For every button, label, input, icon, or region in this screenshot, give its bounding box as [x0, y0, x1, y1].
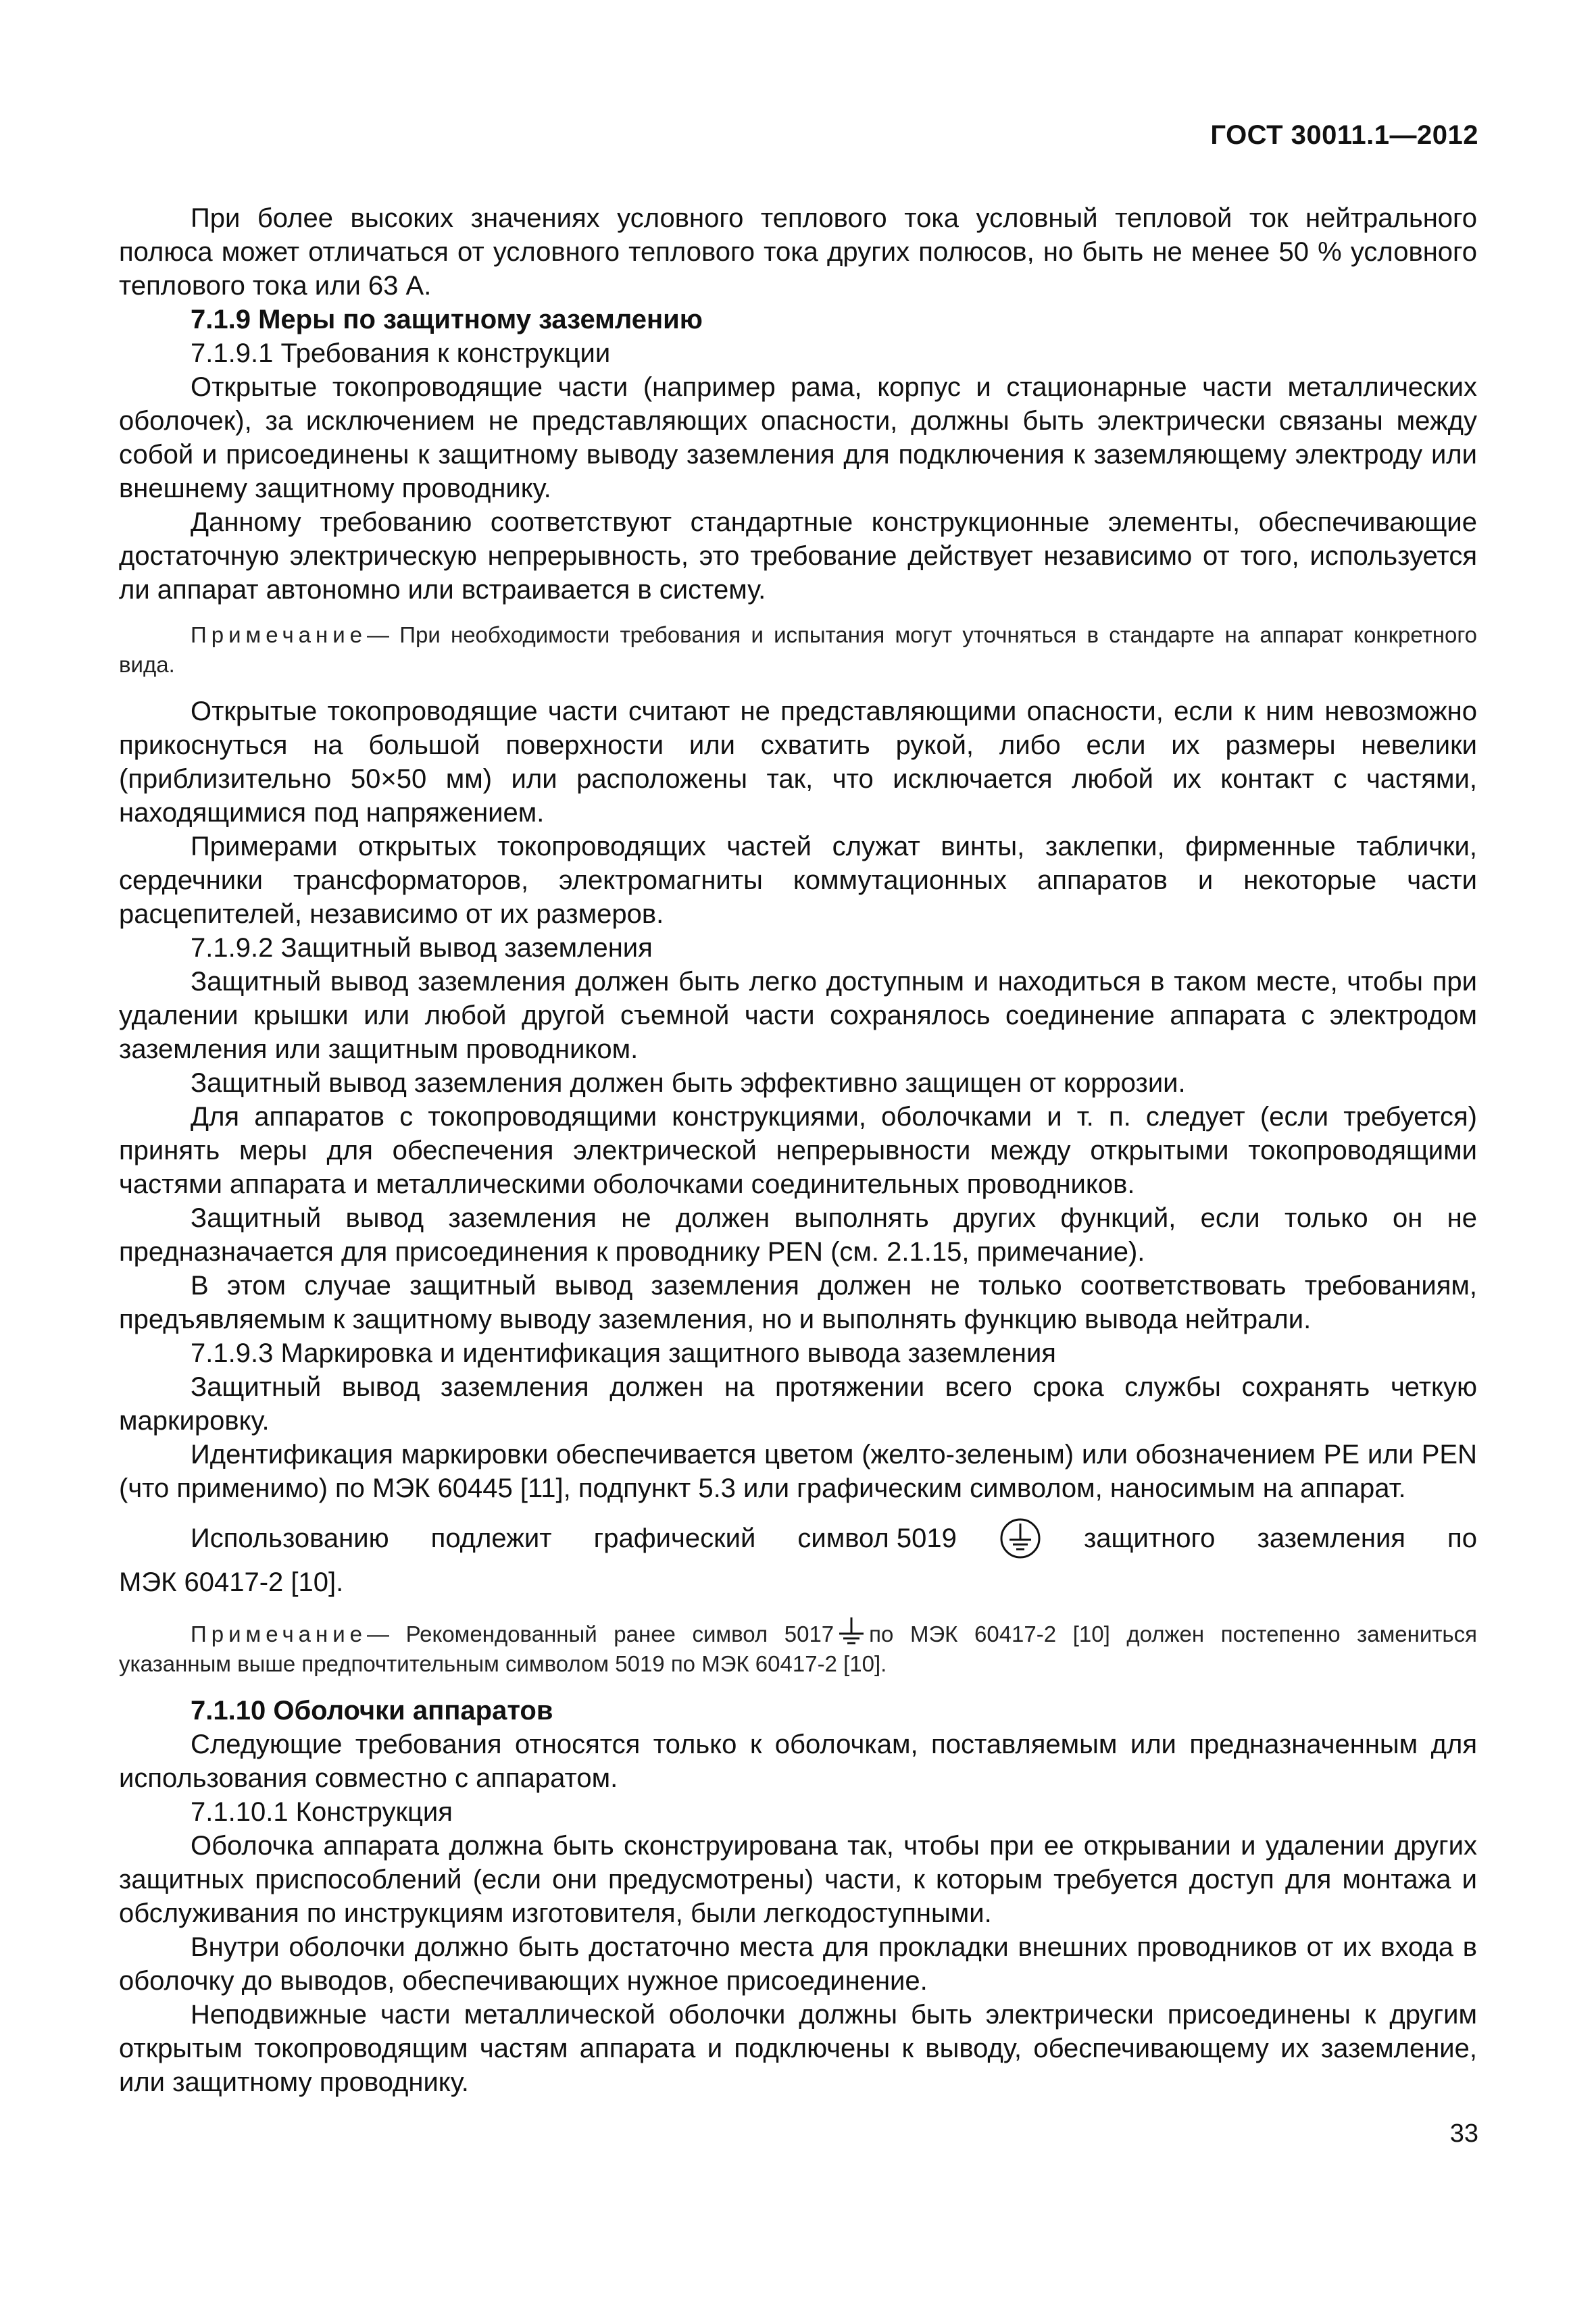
note	[119, 620, 1477, 680]
paragraph: Для аппаратов с токопроводящими конструкциями, оболочками и т. п. следует (если требуется) принять меры для обеспечения электрической непрерывности между открытыми токопроводящими частями аппарата и металлическими оболочками соединительных проводников.	[119, 1102, 1477, 1199]
subsection-heading: 7.1.9.1 Требования к конструкции	[191, 338, 611, 368]
paragraph: Защитный вывод заземления не должен выполнять других функций, если только он не предназначается для присоединения к проводнику PEN (см. 2.1.15, примечание).	[119, 1203, 1477, 1267]
paragraph: Примерами открытых токопроводящих частей служат винты, заклепки, фирменные таблички, сердечники трансформаторов, электромагниты коммутационных аппаратов и некоторые части расцепителей, независимо от их размеров.	[119, 832, 1477, 929]
note-text: — При необходимости требования и испытания могут уточняться в стандарте на аппарат конкретного вида.	[119, 622, 1477, 677]
paragraph: Защитный вывод заземления должен быть эффективно защищен от коррозии.	[191, 1068, 1186, 1098]
page-number: 33	[1449, 2119, 1478, 2148]
page-header: ГОСТ 30011.1—2012	[1210, 120, 1478, 150]
symbol-text: защитного	[1083, 1524, 1216, 1553]
subsection-heading: 7.1.9.3 Маркировка и идентификация защитного вывода заземления	[191, 1338, 1056, 1368]
note-text: — Рекомендованный ранее символ 5017	[367, 1621, 834, 1646]
symbol-text: по	[1447, 1524, 1477, 1553]
earth-ground-icon	[838, 1616, 865, 1646]
paragraph: Внутри оболочки должно быть достаточно места для прокладки внешних проводников от их входа в оболочку до выводов, обеспечивающих нужное присоединение.	[119, 1932, 1477, 1996]
symbol-paragraph-continuation: МЭК 60417-2 [10].	[119, 1567, 344, 1597]
symbol-text: символ 5019	[797, 1524, 957, 1553]
paragraph: Следующие требования относятся только к оболочкам, поставляемым или предназначенным для использования совместно с аппаратом.	[119, 1730, 1477, 1793]
page-content	[119, 201, 1477, 2099]
symbol-text: подлежит	[430, 1524, 552, 1553]
paragraph: Данному требованию соответствуют стандартные конструкционные элементы, обеспечивающие достаточную электрическую непрерывность, это требование действует независимо от того, используется ли аппарат автономно или встраивается в систему.	[119, 507, 1477, 605]
symbol-text: заземления	[1257, 1524, 1405, 1553]
paragraph: Неподвижные части металлической оболочки должны быть электрически присоединены к другим открытым токопроводящим частям аппарата и подключены к выводу, обеспечивающему их заземление, или защитному проводнику.	[119, 2000, 1477, 2097]
paragraph: Идентификация маркировки обеспечивается цветом (желто-зеленым) или обозначением PE или PEN (что применимо) по МЭК 60445 [11], подпункт 5.3 или графическим символом, наносимым на аппарат.	[119, 1440, 1477, 1503]
note-text: по МЭК 60417-2 [10] должен постепенно замениться указанным выше предпочтительным символом 5019 по МЭК 60417-2 [10].	[119, 1621, 1477, 1676]
subsection-heading: 7.1.9.2 Защитный вывод заземления	[191, 933, 653, 963]
paragraph: Открытые токопроводящие части считают не представляющими опасности, если к ним невозможно прикоснуться на большой поверхности или схватить рукой, либо если их размеры невелики (приблизительно 50×50 мм) или расположены так, что исключается любой их контакт с частями, находящимися под напряжением.	[119, 697, 1477, 828]
note-label: Примечание	[191, 622, 368, 647]
note	[119, 1616, 1477, 1679]
subsection-heading: 7.1.10.1 Конструкция	[191, 1797, 453, 1827]
paragraph: При более высоких значениях условного теплового тока условный тепловой ток нейтрального полюса может отличаться от условного теплового тока других полюсов, но быть не менее 50 % условного теплового тока или 63 А.	[119, 203, 1477, 301]
paragraph: Оболочка аппарата должна быть сконструирована так, чтобы при ее открывании и удалении других защитных приспособлений (если они предусмотрены) части, к которым требуется доступ для монтажа и обслуживания по инструкциям изготовителя, были легкодоступными.	[119, 1831, 1477, 1928]
symbol-paragraph	[119, 1515, 1477, 1562]
protective-earth-icon	[999, 1517, 1042, 1560]
paragraph: Защитный вывод заземления должен быть легко доступным и находиться в таком месте, чтобы при удалении крышки или любой другой съемной части сохранялось соединение аппарата с электродом заземления или защитным проводником.	[119, 967, 1477, 1064]
note-label: Примечание	[191, 1621, 368, 1646]
symbol-text: Использованию	[191, 1524, 389, 1553]
symbol-text: графический	[593, 1524, 756, 1553]
section-heading: 7.1.9 Меры по защитному заземлению	[191, 305, 703, 334]
paragraph: Открытые токопроводящие части (например рама, корпус и стационарные части металлических оболочек), за исключением не представляющих опасности, должны быть электрически связаны между собой и присоединены к защитному выводу заземления для подключения к заземляющему электроду или внешнему защитному проводнику.	[119, 372, 1477, 503]
paragraph: В этом случае защитный вывод заземления должен не только соответствовать требованиям, предъявляемым к защитному выводу заземления, но и выполнять функцию вывода нейтрали.	[119, 1271, 1477, 1334]
section-heading: 7.1.10 Оболочки аппаратов	[191, 1696, 553, 1726]
paragraph: Защитный вывод заземления должен на протяжении всего срока службы сохранять четкую маркировку.	[119, 1372, 1477, 1436]
